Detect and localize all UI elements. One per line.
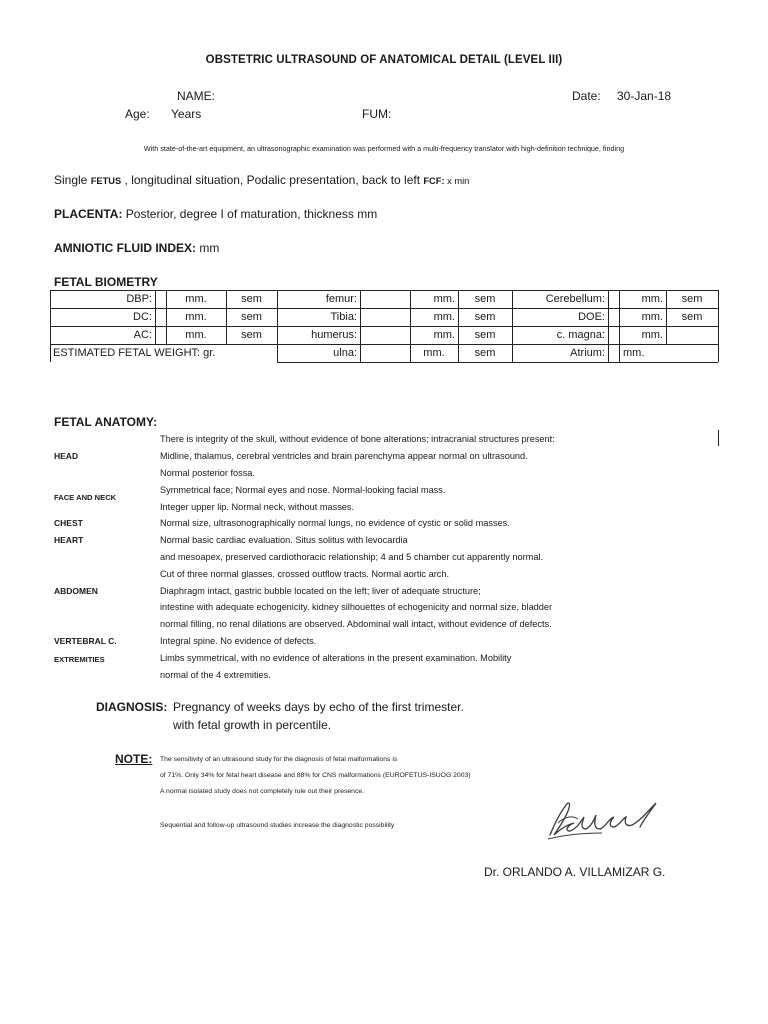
c-magna-unit: mm. bbox=[641, 329, 663, 341]
anatomy-line: Normal size, ultrasonographically normal lungs, no evidence of cystic or solid masses. bbox=[160, 518, 510, 528]
diagnosis-line-1: Pregnancy of weeks days by echo of the first trimester. bbox=[173, 700, 464, 714]
report-title: OBSTETRIC ULTRASOUND OF ANATOMICAL DETAIL (LEVEL III) bbox=[205, 54, 563, 66]
note-line: The sensitivity of an ultrasound study for the diagnosis of fetal malformations is bbox=[160, 756, 398, 763]
dbp-label: DBP: bbox=[126, 293, 152, 305]
cerebellum-label: Cerebellum: bbox=[545, 293, 605, 305]
cerebellum-unit: mm. bbox=[641, 293, 663, 305]
femur-unit: mm. bbox=[433, 293, 455, 305]
femur-sem: sem bbox=[474, 293, 496, 305]
anatomy-line: normal filling, no renal dilations are observed. Abdominal wall intact, without evidence of defects. bbox=[160, 619, 552, 629]
note-label: NOTE: bbox=[115, 752, 153, 766]
tibia-sem: sem bbox=[474, 311, 496, 323]
age-value: Years bbox=[171, 107, 202, 121]
ulna-sem: sem bbox=[474, 347, 496, 359]
dc-unit: mm. bbox=[185, 311, 207, 323]
c-magna-label: c. magna: bbox=[556, 329, 605, 341]
fetus-text-2: , longitudinal situation, Podalic presentation, back to left bbox=[121, 173, 424, 187]
amniotic-label: AMNIOTIC FLUID INDEX: bbox=[54, 241, 196, 255]
dbp-sem: sem bbox=[241, 293, 262, 305]
fetus-text-1: Single bbox=[54, 173, 91, 187]
dc-label: DC: bbox=[133, 311, 152, 323]
anatomy-line: Symmetrical face; Normal eyes and nose. Normal-looking facial mass. bbox=[160, 485, 446, 495]
placenta-label: PLACENTA: bbox=[54, 207, 123, 221]
anatomy-line: Limbs symmetrical, with no evidence of alterations in the present examination. Mobility bbox=[160, 653, 512, 663]
diagnosis-label: DIAGNOSIS: bbox=[96, 700, 168, 714]
anatomy-line: Integer upper lip. Normal neck, without masses. bbox=[160, 502, 355, 512]
ulna-unit: mm. bbox=[423, 347, 445, 359]
date-value: 30-Jan-18 bbox=[617, 89, 672, 103]
biometry-heading: FETAL BIOMETRY bbox=[54, 275, 158, 289]
anatomy-line: There is integrity of the skull, without evidence of bone alterations; intracranial structures present: bbox=[160, 434, 555, 444]
anatomy-line: Cut of three normal glasses. crossed outflow tracts. Normal aortic arch. bbox=[160, 569, 450, 579]
anatomy-heading: FETAL ANATOMY: bbox=[54, 415, 158, 429]
dc-sem: sem bbox=[241, 311, 262, 323]
femur-label: femur: bbox=[325, 293, 357, 305]
anatomy-label-abdomen: ABDOMEN bbox=[54, 586, 98, 596]
anatomy-line: Normal posterior fossa. bbox=[160, 468, 255, 478]
anatomy-line: Normal basic cardiac evaluation. Situs solitus with levocardia bbox=[160, 535, 408, 545]
cerebellum-sem: sem bbox=[681, 293, 703, 305]
fcf-value: x min bbox=[444, 176, 470, 186]
signature-image bbox=[544, 795, 662, 843]
anatomy-line: intestine with adequate echogenicity. kidney silhouettes of echogenicity and normal size, bladder bbox=[160, 602, 553, 612]
anatomy-label-vertebral: VERTEBRAL C. bbox=[54, 636, 117, 646]
note-line: Sequential and follow-up ultrasound studies increase the diagnostic possibility bbox=[160, 822, 395, 829]
anatomy-line: Integral spine. No evidence of defects. bbox=[160, 636, 317, 646]
doe-sem: sem bbox=[681, 311, 703, 323]
dbp-unit: mm. bbox=[185, 293, 207, 305]
ac-label: AC: bbox=[133, 329, 152, 341]
anatomy-line: Diaphragm intact, gastric bubble located on the left; liver of adequate structure; bbox=[160, 586, 481, 596]
tibia-unit: mm. bbox=[433, 311, 455, 323]
text-cursor bbox=[718, 430, 719, 446]
doctor-name: Dr. ORLANDO A. VILLAMIZAR G. bbox=[484, 865, 666, 879]
doe-unit: mm. bbox=[641, 311, 663, 323]
fcf-label: FCF: bbox=[423, 176, 445, 186]
ulna-label: ulna: bbox=[333, 347, 357, 359]
fum-label: FUM: bbox=[362, 107, 392, 121]
atrium-unit: mm. bbox=[623, 347, 645, 359]
tibia-label: Tibia: bbox=[330, 311, 357, 323]
anatomy-label-face: FACE AND NECK bbox=[54, 493, 117, 502]
anatomy-label-chest: CHEST bbox=[54, 518, 83, 528]
placenta-text: Posterior, degree I of maturation, thickness mm bbox=[122, 207, 378, 221]
fetus-label: FETUS bbox=[90, 176, 122, 186]
intro-text: With state-of-the-art equipment, an ultrasonographic examination was performed with a multi-frequency translator with high-definition technique, finding bbox=[143, 144, 625, 153]
humerus-sem: sem bbox=[474, 329, 496, 341]
amniotic-text: mm bbox=[196, 241, 220, 255]
atrium-label: Atrium: bbox=[570, 347, 605, 359]
ac-unit: mm. bbox=[185, 329, 207, 341]
note-line: of 71%. Only 34% for fetal heart disease and 88% for CNS malformations (EUROFETUS-ISUOG 2003) bbox=[160, 772, 471, 779]
estimated-weight-label: ESTIMATED FETAL WEIGHT: gr. bbox=[53, 347, 216, 359]
doe-label: DOE: bbox=[578, 311, 605, 323]
note-line: A normal isolated study does not completely rule out their presence. bbox=[160, 788, 365, 795]
date-label: Date: bbox=[572, 89, 601, 103]
diagnosis-line-2: with fetal growth in percentile. bbox=[173, 718, 332, 732]
age-label: Age: bbox=[125, 107, 150, 121]
anatomy-label-heart: HEART bbox=[54, 535, 84, 545]
anatomy-line: Midline, thalamus, cerebral ventricles and brain parenchyma appear normal on ultrasound. bbox=[160, 451, 528, 461]
anatomy-label-extremities: EXTREMITIES bbox=[54, 655, 105, 664]
anatomy-label-head: HEAD bbox=[54, 451, 79, 461]
anatomy-line: and mesoapex, preserved cardiothoracic relationship; 4 and 5 chamber cut apparently normal. bbox=[160, 552, 544, 562]
ac-sem: sem bbox=[241, 329, 262, 341]
name-label: NAME: bbox=[177, 89, 216, 103]
humerus-unit: mm. bbox=[433, 329, 455, 341]
humerus-label: humerus: bbox=[311, 329, 357, 341]
anatomy-line: normal of the 4 extremities. bbox=[160, 670, 271, 680]
